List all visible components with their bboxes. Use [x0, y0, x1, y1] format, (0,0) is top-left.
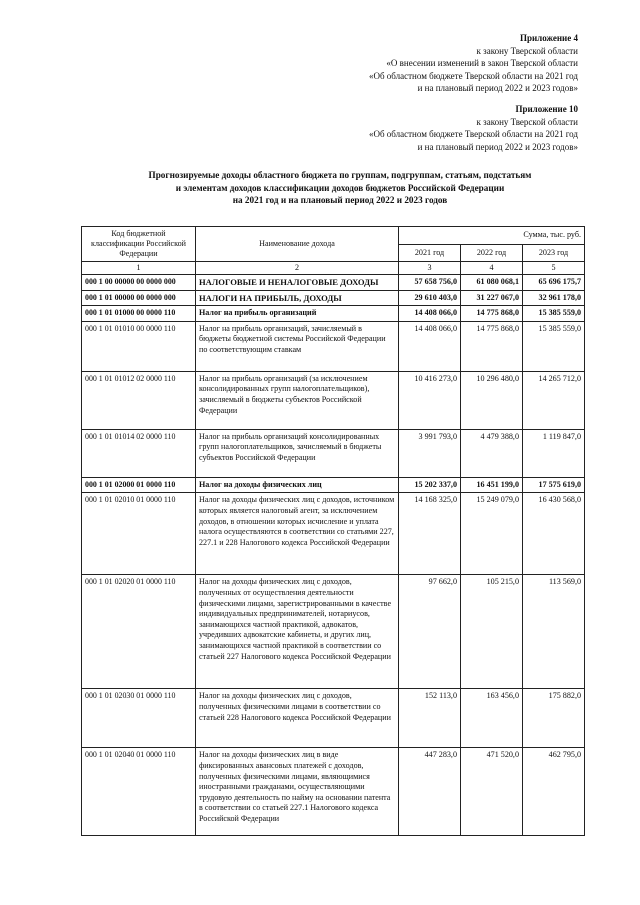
name-cell: Налог на доходы физических лиц с доходов, полученных от осуществления деятельности физическими лицами, зарегистрированными в качестве индивидуальных предпринимателей, нотариусов, занимающихся частной практикой, адвокатов, учредивших адвокатские кабинеты, и других лиц, занимающихся частной практикой в соответствии со статьей 227 Налогового кодекса Российской Федерации — [196, 575, 399, 689]
table-row — [82, 306, 585, 322]
value-2021-cell: 10 416 273,0 — [399, 371, 461, 429]
value-2023-cell: 113 569,0 — [523, 575, 585, 689]
value-2022-cell: 163 456,0 — [461, 689, 523, 748]
index-cell: 4 — [461, 262, 523, 275]
appendix-4-line: к закону Тверской области — [476, 45, 578, 56]
header-2023: 2023 год — [523, 244, 585, 262]
code-cell: 000 1 01 02000 01 0000 110 — [82, 477, 196, 493]
value-2022-cell: 16 451 199,0 — [461, 477, 523, 493]
value-2022-cell: 14 775 868,0 — [461, 321, 523, 371]
value-2021-cell: 29 610 403,0 — [399, 290, 461, 306]
appendix-4-title: Приложение 4 — [519, 33, 578, 43]
document-title — [140, 169, 540, 207]
value-2023-cell: 175 882,0 — [523, 689, 585, 748]
table-row — [82, 575, 585, 689]
value-2021-cell: 152 113,0 — [399, 689, 461, 748]
value-2023-cell: 462 795,0 — [523, 748, 585, 836]
index-cell: 5 — [523, 262, 585, 275]
code-cell: 000 1 01 02020 01 0000 110 — [82, 575, 196, 689]
value-2021-cell: 57 658 756,0 — [399, 275, 461, 291]
value-2021-cell: 447 283,0 — [399, 748, 461, 836]
name-cell: Налог на прибыль организаций консолидированных групп налогоплательщиков, зачисляемый в бюджеты субъектов Российской Федерации — [196, 429, 399, 477]
code-cell: 000 1 01 01014 02 0000 110 — [82, 429, 196, 477]
value-2023-cell: 16 430 568,0 — [523, 493, 585, 575]
table-header-row — [82, 227, 585, 245]
table-row — [82, 371, 585, 429]
code-cell: 000 1 01 01012 02 0000 110 — [82, 371, 196, 429]
table-row — [82, 290, 585, 306]
code-cell: 000 1 01 02010 01 0000 110 — [82, 493, 196, 575]
code-cell: 000 1 01 00000 00 0000 000 — [82, 290, 196, 306]
value-2023-cell: 17 575 619,0 — [523, 477, 585, 493]
name-cell: Налог на прибыль организаций, зачисляемый в бюджеты бюджетной системы Российской Федерации по соответствующим ставкам — [196, 321, 399, 371]
value-2021-cell: 14 408 066,0 — [399, 321, 461, 371]
header-code: Код бюджетной классификации Российской Федерации — [82, 227, 196, 262]
appendix-10-header — [369, 103, 578, 153]
value-2023-cell: 65 696 175,7 — [523, 275, 585, 291]
name-cell: Налог на доходы физических лиц с доходов, полученных физическими лицами в соответствии со статьей 228 Налогового кодекса Российской Федерации — [196, 689, 399, 748]
index-cell: 2 — [196, 262, 399, 275]
index-cell: 1 — [82, 262, 196, 275]
name-cell: Налог на доходы физических лиц с доходов, источником которых является налоговый агент, за исключением доходов, в отношении которых исчисление и уплата налога осуществляются в соответствии со статьями 227, 227.1 и 228 Налогового кодекса Российской Федерации — [196, 493, 399, 575]
name-cell: НАЛОГОВЫЕ И НЕНАЛОГОВЫЕ ДОХОДЫ — [196, 275, 399, 291]
value-2021-cell: 14 168 325,0 — [399, 493, 461, 575]
document-title-line: на 2021 год и на плановый период 2022 и 2023 годов — [232, 195, 448, 205]
code-cell: 000 1 01 02040 01 0000 110 — [82, 748, 196, 836]
value-2023-cell: 15 385 559,0 — [523, 321, 585, 371]
appendix-4-line: и на плановый период 2022 и 2023 годов» — [417, 83, 578, 93]
code-cell: 000 1 00 00000 00 0000 000 — [82, 275, 196, 291]
appendix-4-header — [369, 32, 578, 95]
value-2022-cell: 105 215,0 — [461, 575, 523, 689]
code-cell: 000 1 01 01000 00 0000 110 — [82, 306, 196, 322]
appendix-10-line: «Об областном бюджете Тверской области на 2021 год — [368, 129, 578, 139]
value-2022-cell: 15 249 079,0 — [461, 493, 523, 575]
name-cell: Налог на доходы физических лиц — [196, 477, 399, 493]
table-body — [82, 275, 585, 836]
code-cell: 000 1 01 02030 01 0000 110 — [82, 689, 196, 748]
value-2021-cell: 97 662,0 — [399, 575, 461, 689]
header-2021: 2021 год — [399, 244, 461, 262]
appendix-4-line: «Об областном бюджете Тверской области на 2021 год — [368, 70, 578, 81]
code-cell: 000 1 01 01010 00 0000 110 — [82, 321, 196, 371]
table-row — [82, 748, 585, 836]
table-row — [82, 321, 585, 371]
table-row — [82, 477, 585, 493]
document-title-line: и элементам доходов классификации доходов бюджетов Российской Федерации — [175, 182, 505, 193]
header-name: Наименование дохода — [196, 227, 399, 262]
name-cell: Налог на прибыль организаций (за исключением консолидированных групп налогоплательщиков), зачисляемый в бюджеты субъектов Российской Федерации — [196, 371, 399, 429]
value-2021-cell: 3 991 793,0 — [399, 429, 461, 477]
name-cell: НАЛОГИ НА ПРИБЫЛЬ, ДОХОДЫ — [196, 290, 399, 306]
table-row — [82, 689, 585, 748]
table-row — [82, 429, 585, 477]
table-row — [82, 275, 585, 291]
value-2021-cell: 15 202 337,0 — [399, 477, 461, 493]
value-2023-cell: 32 961 178,0 — [523, 290, 585, 306]
header-sum: Сумма, тыс. руб. — [399, 227, 585, 245]
value-2022-cell: 61 080 068,1 — [461, 275, 523, 291]
value-2022-cell: 471 520,0 — [461, 748, 523, 836]
income-table — [81, 226, 585, 836]
value-2023-cell: 1 119 847,0 — [523, 429, 585, 477]
document-title-line: Прогнозируемые доходы областного бюджета по группам, подгруппам, статьям, подстатьям — [148, 170, 532, 180]
value-2023-cell: 14 265 712,0 — [523, 371, 585, 429]
value-2022-cell: 31 227 067,0 — [461, 290, 523, 306]
value-2022-cell: 4 479 388,0 — [461, 429, 523, 477]
value-2022-cell: 14 775 868,0 — [461, 306, 523, 322]
header-2022: 2022 год — [461, 244, 523, 262]
appendix-10-line: и на плановый период 2022 и 2023 годов» — [417, 141, 578, 152]
appendix-4-line: «О внесении изменений в закон Тверской области — [386, 58, 578, 68]
name-cell: Налог на прибыль организаций — [196, 306, 399, 322]
value-2021-cell: 14 408 066,0 — [399, 306, 461, 322]
appendix-10-title: Приложение 10 — [515, 104, 578, 114]
table-index-row — [82, 262, 585, 275]
value-2022-cell: 10 296 480,0 — [461, 371, 523, 429]
appendix-10-line: к закону Тверской области — [476, 116, 578, 127]
table-row — [82, 493, 585, 575]
value-2023-cell: 15 385 559,0 — [523, 306, 585, 322]
index-cell: 3 — [399, 262, 461, 275]
name-cell: Налог на доходы физических лиц в виде фиксированных авансовых платежей с доходов, полученных физическими лицами, являющимися иностранными гражданами, осуществляющими трудовую деятельность по найму на основании патента в соответствии со статьей 227.1 Налогового кодекса Российской Федерации — [196, 748, 399, 836]
